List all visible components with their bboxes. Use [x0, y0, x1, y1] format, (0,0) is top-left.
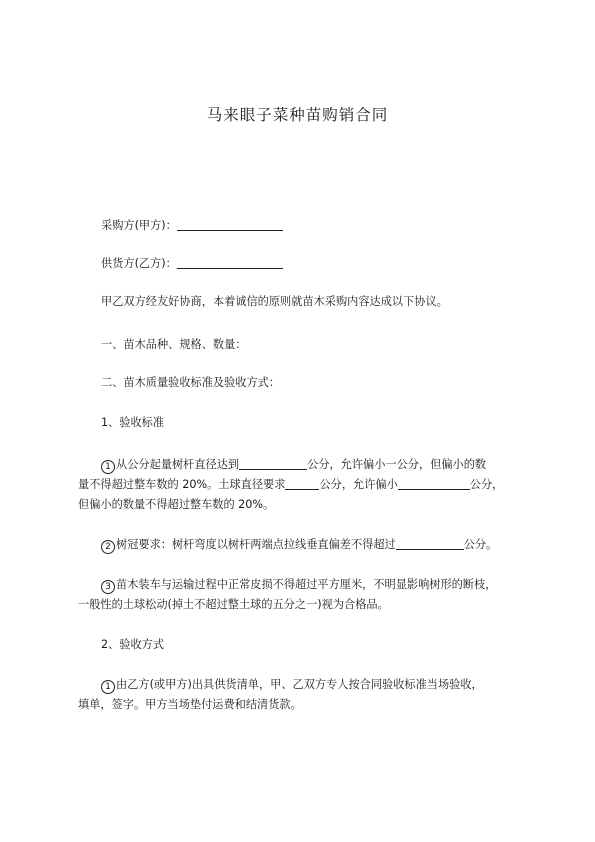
buyer-line — [101, 216, 561, 236]
circled-number: 2 — [101, 540, 115, 554]
item-1-line-2: 量不得超过整车数的 20%。土球直径要求 公分，允许偏小 公分， — [78, 478, 504, 491]
seller-label: 供货方(乙方)： — [101, 257, 177, 270]
item-2-line: 2 树冠要求：树杆弯度以树杆两端点拉线垂直偏差不得超过 公分。 — [101, 535, 561, 555]
document-title: 马来眼子菜种苗购销合同 — [206, 106, 389, 124]
fill-blank — [285, 477, 319, 490]
circled-number: 3 — [101, 580, 115, 594]
circled-number: 1 — [101, 680, 115, 694]
section-2-heading: 二、苗木质量验收标准及验收方式： — [101, 376, 281, 389]
item-4-line-2: 填单，签字。甲方当场垫付运费和结清货款。 — [78, 698, 302, 711]
subsection-2-heading: 2、验收方式 — [101, 638, 165, 651]
fill-blank — [396, 537, 464, 550]
intro-paragraph: 甲乙双方经友好协商，本着诚信的原则就苗木采购内容达成以下协议。 — [101, 295, 448, 308]
buyer-label: 采购方(甲方)： — [101, 219, 177, 232]
fill-blank — [398, 477, 470, 490]
item-1-line-1: 1 从公分起量树杆直径达到 公分，允许偏小一公分，但偏小的数 — [101, 455, 561, 475]
seller-blank — [177, 256, 283, 269]
item-4-line-1: 1 由乙方(或甲方)出具供货清单，甲、乙双方专人按合同验收标准当场验收， — [101, 675, 561, 695]
subsection-1-heading: 1、验收标准 — [101, 416, 165, 429]
item-3-line-2: 一般性的土球松动(掉土不超过整土球的五分之一)视为合格品。 — [78, 598, 389, 611]
fill-blank — [239, 457, 307, 470]
section-1-heading: 一、苗木品种、规格、数量： — [101, 338, 247, 351]
item-1-line-3: 但偏小的数量不得超过整车数的 20%。 — [78, 498, 275, 511]
seller-line — [101, 254, 561, 274]
item-3-line-1: 3 苗木装车与运输过程中正常皮损不得超过平方厘米，不明显影响树形的断枝， — [101, 575, 561, 595]
buyer-blank — [177, 218, 283, 231]
circled-number: 1 — [101, 460, 115, 474]
